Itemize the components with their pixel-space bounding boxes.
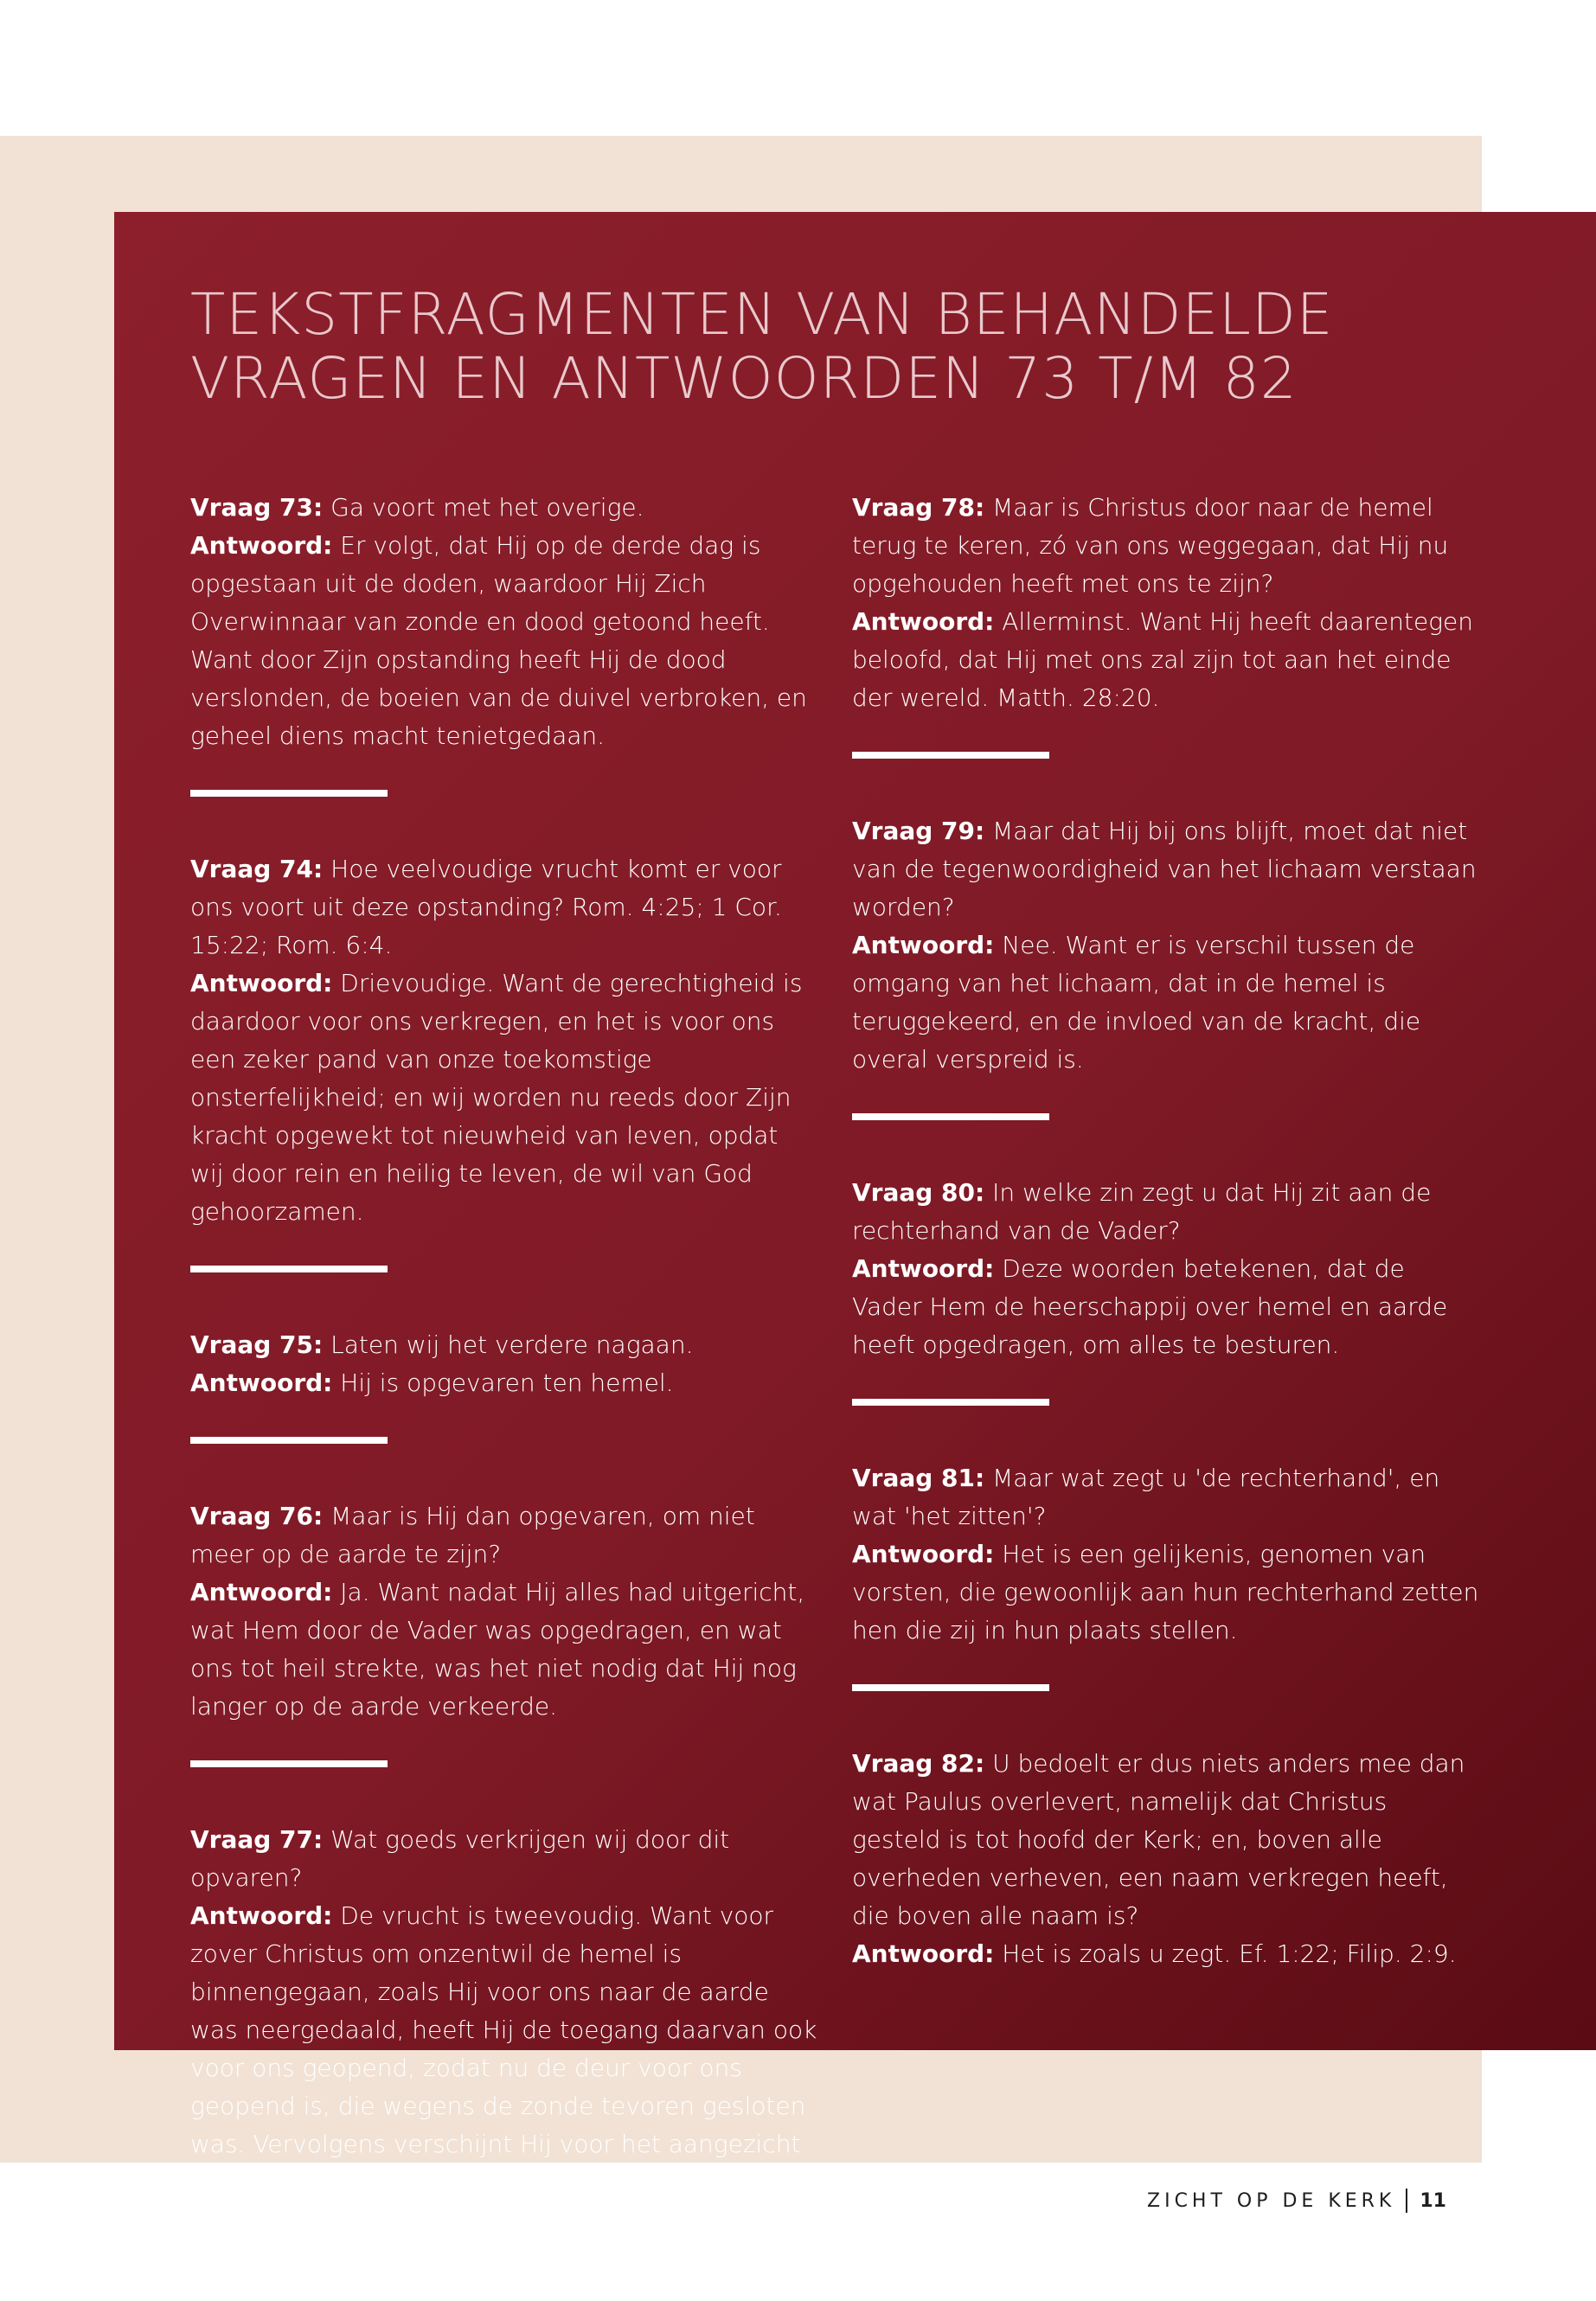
right-column: [852, 489, 1479, 1973]
divider-rule: [852, 1399, 1049, 1406]
question-text: Maar is Hij dan opgevaren, om niet meer op de aarde te zijn?: [190, 1502, 755, 1568]
answer: [190, 1364, 817, 1402]
divider-rule: [190, 1437, 388, 1444]
answer-label: Antwoord:: [190, 531, 333, 560]
title-line-2: VRAGEN EN ANTWOORDEN 73 T/M 82: [190, 345, 1298, 412]
question-text: Maar wat zegt u 'de rechterhand', en wat 'het zitten'?: [852, 1464, 1440, 1530]
divider-rule: [852, 1113, 1049, 1120]
answer-text: De vrucht is tweevoudig. Want voor zover Christus om onzentwil de hemel is binnengegaan, zoals Hij voor ons naar de aarde was neergedaald, heeft Hij de toegang daarvan ook voor ons geopend, zodat nu de deur voor ons geopend is, die wegens de zonde tevoren gesloten was. Vervolgens verschijnt Hij voor het aangezicht van God voor ons als Tussenpersoon en Beschermer.: [190, 1901, 817, 2234]
answer-label: Antwoord:: [852, 931, 995, 959]
page-footer: [1147, 2189, 1446, 2213]
answer-text: Ja. Want nadat Hij alles had uitgericht, wat Hem door de Vader was opgedragen, en wat ons tot heil strekte, was het niet nodig dat Hij nog langer op de aarde verkeerde.: [190, 1578, 805, 1721]
qa-block-80: [852, 1174, 1479, 1364]
question: [190, 1497, 817, 1574]
question-label: Vraag 77:: [190, 1825, 324, 1854]
answer-label: Antwoord:: [190, 1901, 333, 1930]
divider-rule: [190, 1266, 388, 1272]
question-text: U bedoelt er dus niets anders mee dan wat Paulus overlevert, namelijk dat Christus gesteld is tot hoofd der Kerk; en, boven alle overheden verheven, een naam verkregen heeft, die boven alle naam is?: [852, 1749, 1465, 1930]
left-column: [190, 489, 817, 2240]
answer: [852, 1250, 1479, 1364]
question-label: Vraag 81:: [852, 1464, 985, 1492]
question-label: Vraag 82:: [852, 1749, 985, 1778]
question: [190, 489, 817, 527]
footer-separator: [1406, 2189, 1407, 2213]
answer: [852, 926, 1479, 1079]
answer-label: Antwoord:: [852, 1540, 995, 1568]
question-label: Vraag 78:: [852, 493, 985, 522]
question: [852, 812, 1479, 926]
answer-label: Antwoord:: [852, 607, 995, 636]
answer-text: Het is een gelijkenis, genomen van vorsten, die gewoonlijk aan hun rechterhand zetten hen die zij in hun plaats stellen.: [852, 1540, 1479, 1644]
question-text: Maar dat Hij bij ons blijft, moet dat niet van de tegenwoordigheid van het lichaam verstaan worden?: [852, 817, 1477, 921]
question-text: Ga voort met het overige.: [323, 493, 644, 522]
answer: [190, 1574, 817, 1726]
qa-block-79: [852, 812, 1479, 1079]
magazine-name: ZICHT OP DE KERK: [1147, 2189, 1396, 2212]
qa-block-73: [190, 489, 817, 755]
question-label: Vraag 80:: [852, 1178, 985, 1207]
question-label: Vraag 74:: [190, 855, 324, 883]
title-line-1: TEKSTFRAGMENTEN VAN BEHANDELDE: [190, 281, 1334, 348]
qa-block-78: [852, 489, 1479, 717]
answer-text: Nee. Want er is verschil tussen de omgang van het lichaam, dat in de hemel is teruggekeerd, en de invloed van de kracht, die overal verspreid is.: [852, 931, 1421, 1074]
question-text: Maar is Christus door naar de hemel terug te keren, zó van ons weggegaan, dat Hij nu opgehouden heeft met ons te zijn?: [852, 493, 1449, 598]
answer: [190, 965, 817, 1231]
question: [190, 850, 817, 965]
answer: [852, 603, 1479, 717]
qa-block-75: [190, 1326, 817, 1402]
question: [852, 1459, 1479, 1535]
answer-label: Antwoord:: [190, 969, 333, 997]
answer-label: Antwoord:: [852, 1254, 995, 1283]
qa-block-76: [190, 1497, 817, 1726]
divider-rule: [190, 1760, 388, 1767]
qa-block-74: [190, 850, 817, 1231]
question-text: Hoe veelvoudige vrucht komt er voor ons voort uit deze opstanding? Rom. 4:25; 1 Cor. 15:22; Rom. 6:4.: [190, 855, 782, 959]
question-text: In welke zin zegt u dat Hij zit aan de rechterhand van de Vader?: [852, 1178, 1432, 1245]
page-title: [190, 283, 1401, 411]
question-label: Vraag 79:: [852, 817, 985, 845]
answer-text: Hij is opgevaren ten hemel.: [332, 1368, 674, 1397]
answer: [852, 1535, 1479, 1650]
answer-text: Deze woorden betekenen, dat de Vader Hem de heerschappij over hemel en aarde heeft opgedragen, om alles te besturen.: [852, 1254, 1448, 1359]
answer-text: Het is zoals u zegt. Ef. 1:22; Filip. 2:9.: [994, 1939, 1457, 1968]
answer: [852, 1935, 1479, 1973]
answer: [190, 527, 817, 755]
question-label: Vraag 73:: [190, 493, 324, 522]
answer-text: Drievoudige. Want de gerechtigheid is daardoor voor ons verkregen, en het is voor ons een zeker pand van onze toekomstige onsterfelijkheid; en wij worden nu reeds door Zijn kracht opgewekt tot nieuwheid van leven, opdat wij door rein en heilig te leven, de wil van God gehoorzamen.: [190, 969, 803, 1226]
question-text: Laten wij het verdere nagaan.: [323, 1330, 694, 1359]
answer-label: Antwoord:: [190, 1368, 333, 1397]
answer-label: Antwoord:: [190, 1578, 333, 1606]
question: [852, 1745, 1479, 1935]
question-label: Vraag 76:: [190, 1502, 324, 1530]
qa-block-77: [190, 1821, 817, 2240]
answer-text: Er volgt, dat Hij op de derde dag is opgestaan uit de doden, waardoor Hij Zich Overwinnaar van zonde en dood getoond heeft. Want door Zijn opstanding heeft Hij de dood verslonden, de boeien van de duivel verbroken, en geheel diens macht tenietgedaan.: [190, 531, 807, 750]
divider-rule: [190, 790, 388, 797]
divider-rule: [852, 752, 1049, 759]
answer: [190, 1897, 817, 2240]
question: [852, 1174, 1479, 1250]
page-number: 11: [1420, 2189, 1446, 2212]
question-label: Vraag 75:: [190, 1330, 324, 1359]
question: [190, 1326, 817, 1364]
qa-block-82: [852, 1745, 1479, 1973]
answer-label: Antwoord:: [852, 1939, 995, 1968]
divider-rule: [852, 1684, 1049, 1691]
qa-block-81: [852, 1459, 1479, 1650]
answer-text: Allerminst. Want Hij heeft daarentegen beloofd, dat Hij met ons zal zijn tot aan het einde der wereld. Matth. 28:20.: [852, 607, 1473, 712]
question-text: Wat goeds verkrijgen wij door dit opvaren?: [190, 1825, 730, 1892]
question: [190, 1821, 817, 1897]
question: [852, 489, 1479, 603]
